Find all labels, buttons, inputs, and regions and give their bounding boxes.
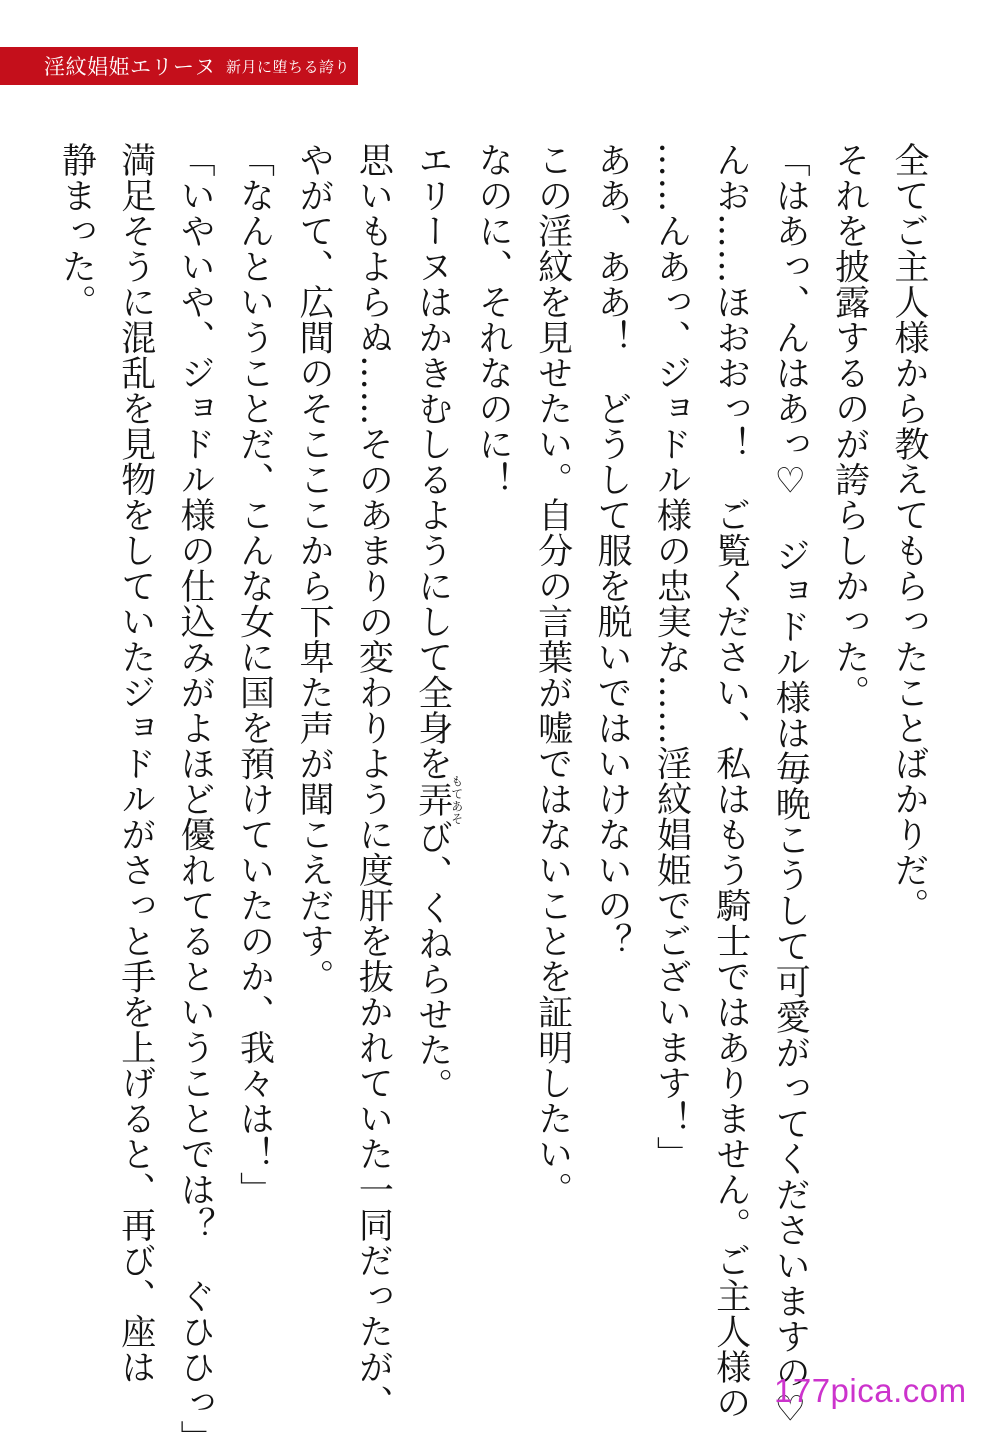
text-line: 静まった。 <box>56 142 97 320</box>
text-line: ああ、ああ！ どうして服を脱いではいけないの？ <box>591 142 632 959</box>
text-line: この淫紋を見せたい。自分の言葉が嘘ではないことを証明したい。 <box>532 142 573 1207</box>
text-line: 「はあっ、んはあっ♡ ジョドル様は毎晩こうして可愛がってくださいますの♡ <box>770 142 811 1430</box>
text-line: やがて、広間のそこここから下卑た声が聞こえだす。 <box>293 142 334 994</box>
book-title: 淫紋娼姫エリーヌ <box>43 55 216 79</box>
text-line: 「なんということだ、こんな女に国を預けていたのか、我々は！」 <box>234 142 275 1207</box>
furigana-word <box>412 775 464 825</box>
book-subtitle: 新月に堕ちる誇り <box>225 57 350 76</box>
text-line: 思いもよらぬ……そのあまりの変わりように度肝を抜かれていた一同だったが、 <box>353 142 394 1420</box>
text-line-with-ruby <box>402 142 462 1392</box>
ruby-base: 弄 <box>412 775 453 825</box>
book-title-bar <box>0 47 358 85</box>
text-line: ……んあっ、ジョドル様の忠実な……淫紋娼姫でございます！」 <box>651 142 692 1172</box>
ruby-line-after: び、くねらせた。 <box>412 819 453 1103</box>
ruby-line-before: エリーヌはかきむしるようにして全身を <box>412 142 453 781</box>
site-watermark: 177pica.com <box>774 1372 967 1409</box>
text-line: 全てご主人様から教えてもらったことばかりだ。 <box>889 142 929 923</box>
text-line: 「いやいや、ジョドル様の仕込みがよほど優れてるということでは？ ぐひひっ」 <box>175 142 216 1456</box>
text-line: なのに、それなのに！ <box>473 142 514 497</box>
furigana-reading: もてあそ <box>449 775 464 825</box>
text-line: それを披露するのが誇らしかった。 <box>829 142 870 710</box>
text-line: んお……ほおおっ！ ご覧ください、私はもう騎士ではありません。ご主人様の <box>710 142 751 1420</box>
text-line: 満足そうに混乱を見物をしていたジョドルがさっと手を上げると、再び、座は <box>115 142 156 1385</box>
